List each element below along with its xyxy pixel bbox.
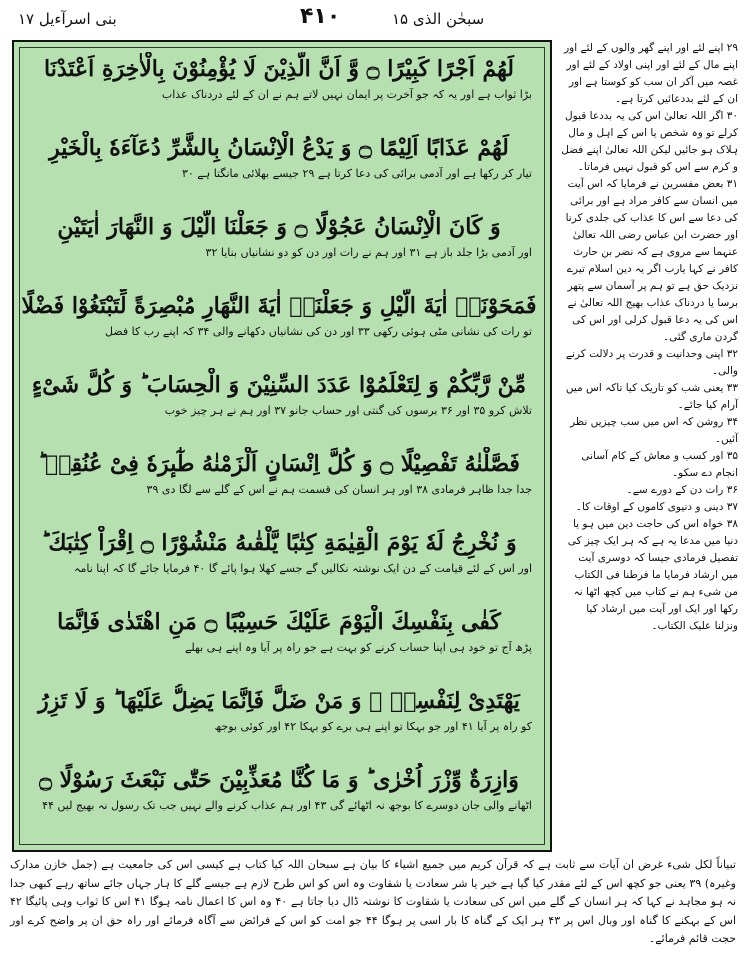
para-name: سبحٰن الذی ۱۵ bbox=[392, 10, 485, 28]
arabic-text: وَازِرَةٌ وِّزْرَ اُخْرٰى ؕ وَ مَا كُنَّا مُعَذِّبِیْنَ حَتّٰى نَبْعَثَ رَسُوْلًا ۝ bbox=[39, 767, 519, 793]
arabic-text: یَهْتَدِیْ لِنَفْسِهٖ ۚ وَ مَنْ ضَلَّ فَاِنَّمَا یَضِلُّ عَلَیْهَا ؕ وَ لَا تَزِرُ bbox=[38, 688, 520, 714]
commentary-note: ۳۶ رات دن کے دورے سے۔ bbox=[626, 484, 738, 496]
verse-line bbox=[20, 131, 538, 183]
urdu-translation: جدا جدا ظاہر فرمادی ۳۸ اور ہر انسان کی قسمت ہم نے اس کے گلے سے لگا دی ۳۹ bbox=[146, 483, 532, 496]
verse-line bbox=[20, 447, 538, 499]
verse-line bbox=[20, 763, 538, 815]
footer-note: تبیاناً لکل شیء غرض ان آیات سے ثابت ہے کہ قرآن کریم میں جمیع اشیاء کا بیان ہے سبحان اللہ کیا کتاب ہے کیسی اس کی جامعیت ہے (جمل خازن مدارک وغیرہ) ۳۹ یعنی جو کچھ اس کے لئے مقدر کیا گیا ہے خیر یا شر سعادت یا شقاوت وہ اس کو اس طرح لازم ہے جیسے گلے کا ہار جہاں جائے ساتھ رہے کبھی جدا نہ ہو مجاہد نے کہا کہ ہر انسان کے گلے میں اس کی سعادت یا شقاوت کا نوشتہ ڈال دیا جاتا ہے ۴۰ وہ اس کا اعمال نامہ ہوگا ۴۱ اس کا ثواب وہی پائیگا ۴۲ اس کے بہکنے کا گناہ اور وبال اس پر ۴۳ ہر ایک کے گناہ کا بار اسی پر ہوگا ۴۴ جو امت کو اس کے فرائض سے آگاہ فرمائے اور راہ حق ان پر واضح کرے اور حجت قائم فرمائے۔ bbox=[10, 858, 737, 945]
commentary-column bbox=[560, 40, 738, 852]
commentary-note: ۳۱ بعض مفسرین نے فرمایا کہ اس آیت میں انسان سے کافر مراد ہے اور برائی کی دعا سے اس کا عذاب کی جلدی کرنا اور حضرت ابن عباس رضی اللہ تعالیٰ عنہما سے مروی ہے کہ نضر بن حارث کافر نے کہا یارب اگر یہ دین اسلام تیرے نزدیک حق ہے تو ہم پر آسمان سے پتھر برسا یا دردناک عذاب بھیج اللہ تعالیٰ نے اس کی یہ دعا قبول کرلی اور اس کی گردن ماری گئی۔ bbox=[565, 178, 738, 343]
verse-line bbox=[20, 684, 538, 736]
surah-name: بنی اسرآءیل ۱۷ bbox=[18, 10, 117, 28]
commentary-note: ۳۸ خواہ اس کی حاجت دین میں ہو یا دنیا میں مدعا یہ ہے کہ ہر ایک چیز کی تفصیل فرمادی جیسا کہ دوسری آیت میں ارشاد فرمایا ما فرطنا فی الکتاب من شیء ہم نے کتاب میں کچھ اٹھا نہ رکھا اور ایک اور آیت میں ارشاد کیا ونزلنا علیک الکتاب۔ bbox=[567, 518, 738, 632]
page-header bbox=[0, 0, 745, 40]
quran-text-frame bbox=[12, 40, 552, 852]
arabic-text: فَصَّلْنٰهُ تَفْصِیْلًا ۝ وَ كُلَّ اِنْسَانٍ اَلْزَمْنٰهُ طٰٓىٕرَهٗ فِیْ عُنُقِهٖ ؕ bbox=[38, 451, 520, 477]
commentary-note: ۳۳ یعنی شب کو تاریک کیا تاکہ اس میں آرام کیا جائے۔ bbox=[565, 382, 738, 411]
commentary-note: ۲۹ اپنے لئے اور اپنے گھر والوں کے لئے اور اپنے مال کے لئے اور اپنی اولاد کے لئے اور غصہ میں آکر ان سب کو کوستا ہے اور ان کے لئے بددعائیں کرتا ہے۔ bbox=[564, 42, 738, 105]
verse-line bbox=[20, 52, 538, 104]
arabic-text: مِّنْ رَّبِّكُمْ وَ لِتَعْلَمُوْا عَدَدَ السِّنِیْنَ وَ الْحِسَابَ ؕ وَ كُلَّ شَیْءٍ bbox=[31, 372, 527, 398]
arabic-text: كَفٰى بِنَفْسِكَ الْیَوْمَ عَلَیْكَ حَسِیْبًا ۝ مَنِ اهْتَدٰى فَاِنَّمَا bbox=[57, 609, 501, 635]
urdu-translation: تیار کر رکھا ہے اور آدمی برائی کی دعا کرتا ہے ۲۹ جیسے بھلائی مانگتا ہے ۳۰ bbox=[181, 167, 532, 180]
urdu-translation: اور آدمی بڑا جلد باز ہے ۳۱ اور ہم نے رات اور دن کو دو نشانیاں بنایا ۳۲ bbox=[205, 246, 532, 259]
verse-line bbox=[20, 368, 538, 420]
urdu-translation: کو راہ پر آیا ۴۱ اور جو بہکا تو اپنے ہی برے کو بہکا ۴۲ اور کوئی بوجھ bbox=[214, 720, 532, 733]
verse-line bbox=[20, 210, 538, 262]
urdu-translation: اور اس کے لئے قیامت کے دن ایک نوشتہ نکالیں گے جسے کھلا ہوا پائے گا ۴۰ فرمایا جائے گا کہ اپنا نامہ bbox=[74, 562, 532, 575]
commentary-note: ۳۷ دینی و دنیوی کاموں کے اوقات کا۔ bbox=[575, 501, 738, 513]
urdu-translation: بڑا ثواب ہے اور یہ کہ جو آخرت پر ایمان نہیں لاتے ہم نے ان کے لئے دردناک عذاب bbox=[161, 88, 532, 101]
arabic-text: لَهُمْ اَجْرًا كَبِیْرًا ۝ وَّ اَنَّ الَّذِیْنَ لَا یُؤْمِنُوْنَ بِالْاٰخِرَةِ اَعْتَدْنَا bbox=[44, 56, 514, 82]
commentary-note: ۳۵ اور کسب و معاش کے کام آسانی انجام دے سکو۔ bbox=[581, 450, 738, 479]
footer-commentary bbox=[10, 856, 736, 966]
page-number: ۴۱۰ bbox=[300, 4, 341, 29]
urdu-translation: تلاش کرو ۳۵ اور ۳۶ برسوں کی گنتی اور حساب جانو ۳۷ اور ہم نے ہر چیز خوب bbox=[164, 404, 532, 417]
arabic-text: وَ نُخْرِجُ لَهٗ یَوْمَ الْقِیٰمَةِ كِتٰبًا یَّلْقٰىهُ مَنْشُوْرًا ۝ اِقْرَاْ كِتٰبَكَ ؕ bbox=[41, 530, 517, 556]
urdu-translation: تو رات کی نشانی مٹی ہوئی رکھی ۳۳ اور دن کی نشانیاں دکھانے والی ۳۴ کہ اپنے رب کا فضل bbox=[105, 325, 532, 338]
verse-line bbox=[20, 526, 538, 578]
arabic-text: لَهُمْ عَذَابًا اَلِیْمًا ۝ وَ یَدْعُ الْاِنْسَانُ بِالشَّرِّ دُعَآءَهٗ بِالْخَیْرِ bbox=[49, 135, 509, 161]
commentary-note: ۳۴ روشن کہ اس میں سب چیزیں نظر آئیں۔ bbox=[569, 416, 738, 445]
verse-line bbox=[20, 289, 538, 341]
arabic-text: فَمَحَوْنَاۤ اٰیَةَ الَّیْلِ وَ جَعَلْنَاۤ اٰیَةَ النَّهَارِ مُبْصِرَةً لِّتَبْتَغُوْا فَضْلًا bbox=[21, 293, 537, 319]
urdu-translation: اٹھانے والی جان دوسرے کا بوجھ نہ اٹھائے گی ۴۳ اور ہم عذاب کرنے والے نہیں جب تک رسول نہ بھیج لیں ۴۴ bbox=[42, 799, 532, 812]
arabic-text: وَ كَانَ الْاِنْسَانُ عَجُوْلًا ۝ وَ جَعَلْنَا الَّیْلَ وَ النَّهَارَ اٰیَتَیْنِ bbox=[57, 214, 501, 240]
verse-line bbox=[20, 605, 538, 657]
urdu-translation: پڑھ آج تو خود ہی اپنا حساب کرنے کو بہت ہے جو راہ پر آیا وہ اپنے ہی بھلے bbox=[184, 641, 532, 654]
commentary-note: ۳۰ اگر اللہ تعالیٰ اس کی یہ بددعا قبول کرلے تو وہ شخص یا اس کے اہل و مال ہلاک ہو جائیں لیکن اللہ تعالیٰ اپنے فضل و کرم سے اس کو قبول نہیں فرماتا۔ bbox=[561, 110, 738, 173]
commentary-note: ۳۲ اپنی وحدانیت و قدرت پر دلالت کرنے والی۔ bbox=[565, 348, 738, 377]
